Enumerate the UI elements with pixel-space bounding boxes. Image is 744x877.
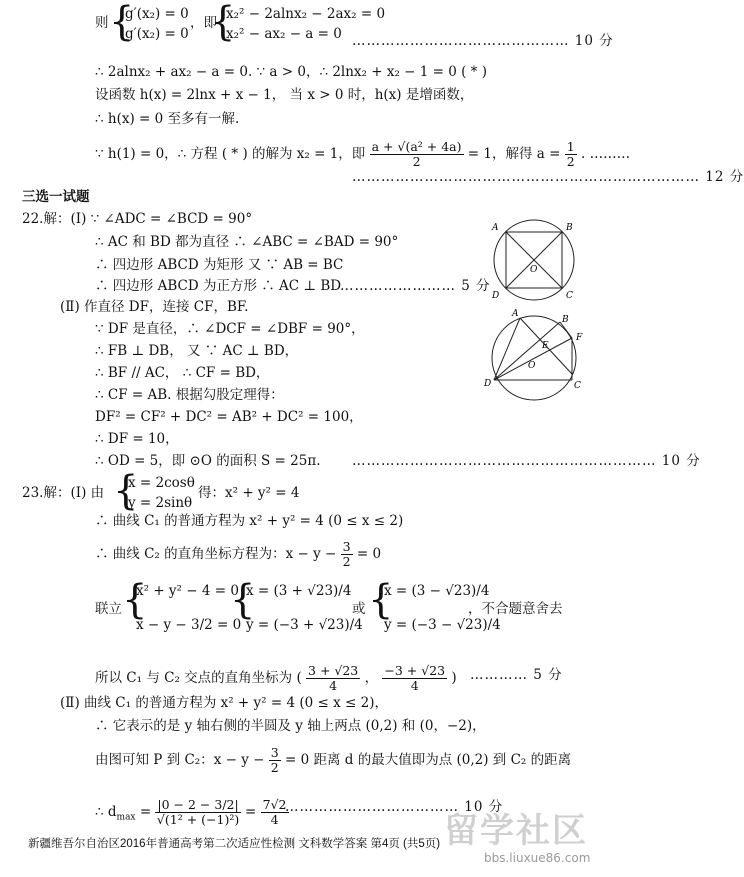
text-line: ，即 bbox=[190, 15, 217, 31]
circle-diameter-figure bbox=[480, 308, 590, 408]
fraction: $\frac{3}{2}$ bbox=[342, 539, 351, 569]
score-line: ……………………………… 10 分 bbox=[285, 799, 504, 815]
score-line: ……………………………………………………… 10 分 bbox=[352, 453, 701, 469]
score-line: ……………………………………………………………… 12 分 bbox=[352, 169, 744, 185]
text-line: 联立 bbox=[95, 601, 122, 617]
watermark-url: bbs.liuxue86.com bbox=[484, 851, 591, 865]
fraction: $\frac{|0 - 2 - 3/2|}{\text{√(1² + (−1)²)}}$ bbox=[156, 797, 240, 827]
text-line: ∴ 曲线 C₁ 的普通方程为 x² + y² = 4 (0 ≤ x ≤ 2) bbox=[95, 513, 404, 529]
text-line: ∵ h(1) = 0，∴ 方程 ( * ) 的解为 x₂ = 1，即 $\frac{\text{a + √(a² + 4a)}}{2}$ = 1，解得 a = $\frac{1}{2}$ . ……… bbox=[95, 139, 631, 169]
fraction: $\frac{-3 + √23}{4}$ bbox=[384, 663, 446, 693]
text-line: ∴ 2alnx₂ + ax₂ − a = 0. ∵ a > 0，∴ 2lnx₂ + x₂ − 1 = 0 ( * ) bbox=[95, 64, 487, 80]
text-line: ∴ 它表示的是 y 轴右侧的半圆及 y 轴上两点 (0,2) 和 (0，−2)， bbox=[95, 718, 486, 734]
text-line: ，不合题意舍去 bbox=[468, 601, 563, 617]
text-line: ∴ CF = AB. 根据勾股定理得： bbox=[95, 387, 284, 403]
text-line: ∴ FB ⊥ DB， 又 ∵ AC ⊥ BD， bbox=[95, 343, 299, 359]
fraction: $\frac{\text{a + √(a² + 4a)}}{2}$ bbox=[371, 139, 462, 169]
equation: x₂² − ax₂ − a = 0 bbox=[226, 26, 342, 42]
point-label: A bbox=[512, 309, 519, 319]
equation: y = 2sinθ bbox=[128, 495, 193, 511]
point-label: B bbox=[562, 315, 569, 325]
equation: x = (3 + √23)/4 bbox=[246, 583, 352, 599]
point-label: O bbox=[528, 361, 536, 371]
text-line: DF² = CF² + DC² = AB² + DC² = 100， bbox=[95, 409, 363, 425]
equation: x − y − 3/2 = 0 bbox=[136, 617, 242, 633]
page-footer: 新疆维吾尔自治区2016年普通高考第二次适应性检测 文科数学答案 第4页 (共5页) bbox=[28, 838, 441, 850]
point-label: D bbox=[492, 291, 500, 301]
equation: g′(x₂) = 0 bbox=[125, 6, 189, 22]
point-label: F bbox=[576, 333, 583, 343]
point-label: A bbox=[492, 223, 499, 233]
text-line: 23.解：(Ⅰ) 由 bbox=[22, 485, 105, 501]
fraction: $\frac{3}{2}$ bbox=[270, 745, 279, 775]
text-line: ∵ DF 是直径，∴ ∠DCF = ∠DBF = 90°， bbox=[95, 321, 365, 337]
equation: x² + y² − 4 = 0 bbox=[136, 583, 239, 599]
fraction: $\frac{3 + √23}{4}$ bbox=[308, 663, 359, 693]
brace: { bbox=[113, 468, 139, 514]
text-line: 设函数 h(x) = 2lnx + x − 1， 当 x > 0 时，h(x) 是增函数， bbox=[95, 87, 474, 103]
equation: x = 2cosθ bbox=[128, 475, 195, 491]
text-line: (Ⅱ) 作直径 DF，连接 CF，BF. bbox=[60, 299, 249, 315]
section-title: 三选一试题 bbox=[22, 189, 90, 205]
equation: g′(x₂) = 0 bbox=[125, 26, 189, 42]
text-line: (Ⅱ) 曲线 C₁ 的普通方程为 x² + y² = 4 (0 ≤ x ≤ 2)， bbox=[60, 695, 388, 711]
equation: y = (−3 + √23)/4 bbox=[246, 617, 363, 633]
equation: x = (3 − √23)/4 bbox=[384, 583, 490, 599]
brace: { bbox=[230, 577, 256, 623]
brace: { bbox=[122, 577, 148, 623]
text-line: 或 bbox=[352, 601, 366, 617]
point-label: E bbox=[542, 341, 549, 351]
brace: { bbox=[368, 577, 394, 623]
text-line: 22.解：(Ⅰ) ∵ ∠ADC = ∠BCD = 90° bbox=[22, 211, 253, 227]
fraction: $\frac{7√2}{4}$ bbox=[262, 797, 287, 827]
circle-square-figure bbox=[486, 214, 586, 310]
equation: y = (−3 − √23)/4 bbox=[384, 617, 501, 633]
text-line: ∴ 曲线 C₂ 的直角坐标方程为：x − y − $\frac{3}{2}$ = 0 bbox=[95, 539, 382, 569]
score-line: …………………… 5 分 bbox=[340, 278, 491, 294]
point-label: O bbox=[530, 265, 538, 275]
watermark-text: 留学社区 bbox=[444, 811, 588, 851]
text-line: ∴ BF // AC， ∴ CF = BD， bbox=[95, 365, 270, 381]
point-label: B bbox=[566, 223, 573, 233]
text-line: 则 bbox=[95, 15, 109, 31]
equation: x₂² − 2alnx₂ − 2ax₂ = 0 bbox=[226, 6, 386, 22]
point-label: C bbox=[566, 291, 573, 301]
brace: { bbox=[210, 0, 236, 45]
text-line: 由图可知 P 到 C₂：x − y − $\frac{3}{2}$ = 0 距离 d 的最大值即为点 (0,2) 到 C₂ 的距离 bbox=[95, 745, 572, 775]
text-line: ∴ h(x) = 0 至多有一解. bbox=[95, 111, 240, 127]
point-label: C bbox=[574, 381, 581, 391]
brace: { bbox=[109, 0, 135, 45]
text-line: ∴ OD = 5，即 ⊙O 的面积 S = 25π. bbox=[95, 453, 321, 469]
text-line: ∴ AC 和 BD 都为直径 ∴ ∠ABC = ∠BAD = 90° bbox=[95, 234, 399, 250]
text-line: 得：x² + y² = 4 bbox=[198, 485, 300, 501]
fraction: $\frac{1}{2}$ bbox=[566, 139, 575, 169]
point-label: D bbox=[484, 379, 492, 389]
score-line: ……………………………………… 10 分 bbox=[352, 33, 614, 49]
text-line: ∴ $d_{max}$ = $\frac{|0 - 2 - 3/2|}{\text{√(1² + (−1)²)}}$ = $\frac{7√2}{4}$ bbox=[95, 797, 287, 827]
text-line: 所以 C₁ 与 C₂ 交点的直角坐标为 ( $\frac{3 + √23}{4}$ ， $\frac{-3 + √23}{4}$ ) bbox=[95, 663, 457, 693]
text-line: ∴ DF = 10， bbox=[95, 431, 179, 447]
score-line: ………… 5 分 bbox=[470, 667, 563, 683]
text-line: ∴ 四边形 ABCD 为矩形 又 ∵ AB = BC bbox=[95, 257, 344, 273]
text-line: ∴ 四边形 ABCD 为正方形 ∴ AC ⊥ BD bbox=[95, 278, 342, 294]
watermark bbox=[410, 803, 600, 873]
